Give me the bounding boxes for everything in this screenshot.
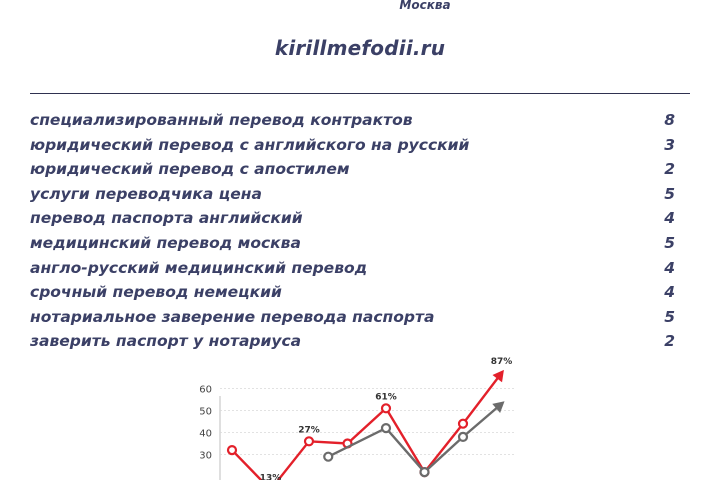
red-data-point bbox=[459, 420, 467, 428]
divider bbox=[30, 93, 690, 94]
keyword-count: 5 bbox=[664, 233, 675, 252]
city-label: Москва bbox=[399, 0, 451, 12]
red-data-point bbox=[305, 437, 313, 445]
keyword-count: 2 bbox=[664, 160, 675, 179]
keyword-count: 2 bbox=[664, 332, 675, 351]
data-label: 61% bbox=[375, 392, 397, 403]
keyword-label: специализированный перевод контрактов bbox=[30, 111, 413, 129]
keyword-count: 5 bbox=[664, 307, 675, 326]
keyword-count: 4 bbox=[664, 209, 675, 228]
trend-chart bbox=[170, 357, 530, 480]
gray-data-point bbox=[459, 433, 467, 441]
keyword-count: 4 bbox=[664, 258, 675, 277]
keyword-label: перевод паспорта английский bbox=[30, 209, 303, 228]
keyword-row bbox=[30, 206, 675, 231]
keyword-label: услуги переводчика цена bbox=[30, 184, 262, 203]
keyword-row bbox=[30, 133, 675, 158]
gray-data-point bbox=[421, 468, 429, 476]
keyword-count: 5 bbox=[664, 184, 675, 203]
red-series-arrow bbox=[492, 370, 503, 382]
red-data-point bbox=[382, 404, 390, 412]
data-label: 87% bbox=[490, 357, 513, 368]
y-tick-label: 30 bbox=[199, 450, 212, 462]
keyword-count: 8 bbox=[664, 111, 675, 129]
keyword-label: срочный перевод немецкий bbox=[30, 283, 282, 302]
keyword-label: англо-русский медицинский перевод bbox=[30, 258, 368, 277]
keyword-row bbox=[30, 108, 675, 133]
keyword-label: юридический перевод с апостилем bbox=[30, 160, 350, 179]
keyword-row bbox=[30, 157, 675, 182]
keyword-row bbox=[30, 231, 675, 256]
keyword-count: 3 bbox=[664, 135, 675, 154]
keyword-row bbox=[30, 256, 675, 281]
keyword-count: 4 bbox=[664, 283, 675, 302]
keyword-label: медицинский перевод москва bbox=[30, 233, 301, 252]
y-tick-label: 50 bbox=[199, 406, 212, 418]
red-data-point bbox=[228, 446, 236, 454]
data-label: 27% bbox=[298, 425, 320, 436]
y-tick-label: 60 bbox=[199, 384, 212, 396]
keyword-row bbox=[30, 280, 675, 305]
y-tick-label: 40 bbox=[199, 428, 212, 440]
keyword-label: нотариальное заверение перевода паспорта bbox=[30, 307, 435, 326]
keyword-list bbox=[30, 108, 675, 354]
gray-data-point bbox=[382, 424, 390, 432]
keyword-row bbox=[30, 329, 675, 354]
gray-data-point bbox=[324, 453, 332, 461]
keyword-label: юридический перевод с английского на русский bbox=[30, 135, 470, 154]
keyword-label: заверить паспорт у нотариуса bbox=[30, 332, 302, 351]
keyword-row bbox=[30, 182, 675, 207]
keyword-row bbox=[30, 305, 675, 330]
site-title: kirillmefodii.ru bbox=[274, 36, 446, 60]
data-label: 13% bbox=[259, 473, 282, 480]
